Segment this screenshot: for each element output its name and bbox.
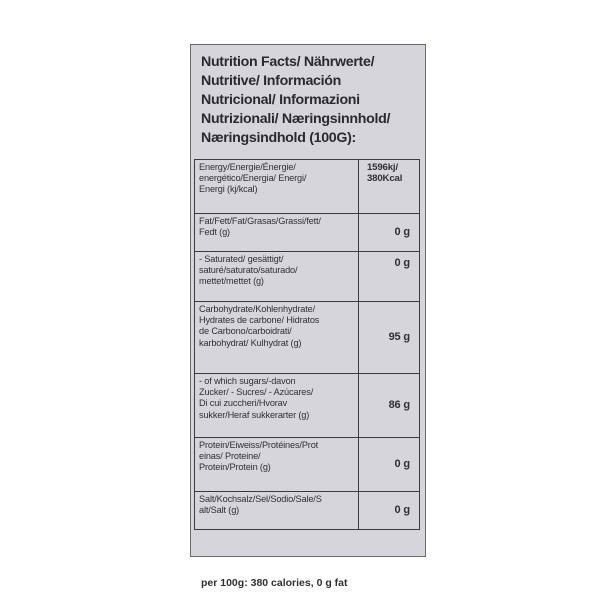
nutrient-name-line: saturé/saturato/saturado/	[199, 265, 298, 276]
nutrient-value: 0 g	[359, 252, 420, 302]
title-line: Nutricional/ Informazioni	[201, 92, 360, 108]
nutrient-name-line: - of which sugars/-davon	[199, 376, 296, 386]
title-line: Nutrizionali/ Næringsinnhold/	[201, 111, 391, 127]
nutrient-name-line: einas/ Proteine/	[199, 451, 261, 462]
nutrient-value: 0 g	[359, 214, 420, 252]
nutrient-name-line: Fedt (g)	[199, 227, 230, 238]
title-line: Nutrition Facts/ Nährwerte/	[201, 54, 375, 70]
table-row-carbohydrate	[195, 302, 420, 374]
nutrient-name	[195, 438, 359, 492]
label-title	[201, 53, 421, 148]
nutrient-name	[195, 252, 359, 302]
table-row-protein	[195, 438, 420, 492]
nutrient-name-line: sukker/Heraf sukkerarter (g)	[199, 409, 310, 420]
nutrient-name	[195, 492, 359, 530]
table-row-fat	[195, 214, 420, 252]
nutrient-name	[195, 160, 359, 214]
nutrient-name	[195, 374, 359, 438]
nutrient-name-line: - Saturated/ gesättigt/	[199, 254, 284, 264]
nutrient-value: 0 g	[359, 492, 420, 530]
nutrient-name-line: Carbohydrate/Kohlenhydrate/	[199, 304, 315, 314]
nutrient-value-line: 380Kcal	[367, 173, 403, 185]
title-line: Næringsindhold (100G):	[201, 130, 356, 146]
nutrition-table	[194, 159, 420, 530]
table-row-energy	[195, 160, 420, 214]
nutrient-name-line: karbohydrat/ Kulhydrat (g)	[199, 337, 302, 348]
nutrition-label	[190, 44, 426, 589]
label-footer: per 100g: 380 calories, 0 g fat	[201, 577, 348, 589]
title-line: Nutritive/ Información	[201, 73, 342, 89]
nutrient-value: 86 g	[359, 374, 420, 438]
nutrient-value: 0 g	[359, 438, 420, 492]
nutrient-name-line: Di cui zuccheri/Hvorav	[199, 398, 288, 409]
nutrient-name-line: Protein/Protein (g)	[199, 462, 271, 473]
nutrient-name-line: Hydrates de carbone/ Hidratos	[199, 315, 320, 326]
nutrient-name-line: energético/Energia/ Energi/	[199, 173, 307, 184]
table-row-salt	[195, 492, 420, 530]
nutrient-value-line: 1596kj/	[367, 162, 398, 173]
nutrient-name-line: Energi (kj/kcal)	[199, 184, 258, 195]
table-row-saturated	[195, 252, 420, 302]
nutrient-name-line: Protein/Eiweiss/Protéines/Prot	[199, 440, 319, 450]
nutrient-name-line: Energy/Energie/Énergie/	[199, 162, 296, 172]
nutrient-name	[195, 302, 359, 374]
nutrient-value: 95 g	[359, 302, 420, 374]
nutrient-name-line: mettet/mettet (g)	[199, 276, 264, 287]
table-row-sugars	[195, 374, 420, 438]
nutrient-name-line: alt/Salt (g)	[199, 505, 240, 516]
nutrient-value	[359, 160, 420, 214]
nutrient-name-line: Fat/Fett/Fat/Grasas/Grassi/fett/	[199, 216, 321, 226]
nutrient-name	[195, 214, 359, 252]
nutrient-name-line: de Carbono/carboidrati/	[199, 326, 292, 337]
nutrient-name-line: Salt/Kochsalz/Sel/Sodio/Sale/S	[199, 494, 322, 504]
nutrient-name-line: Zucker/ - Sucres/ - Azúcares/	[199, 387, 314, 398]
